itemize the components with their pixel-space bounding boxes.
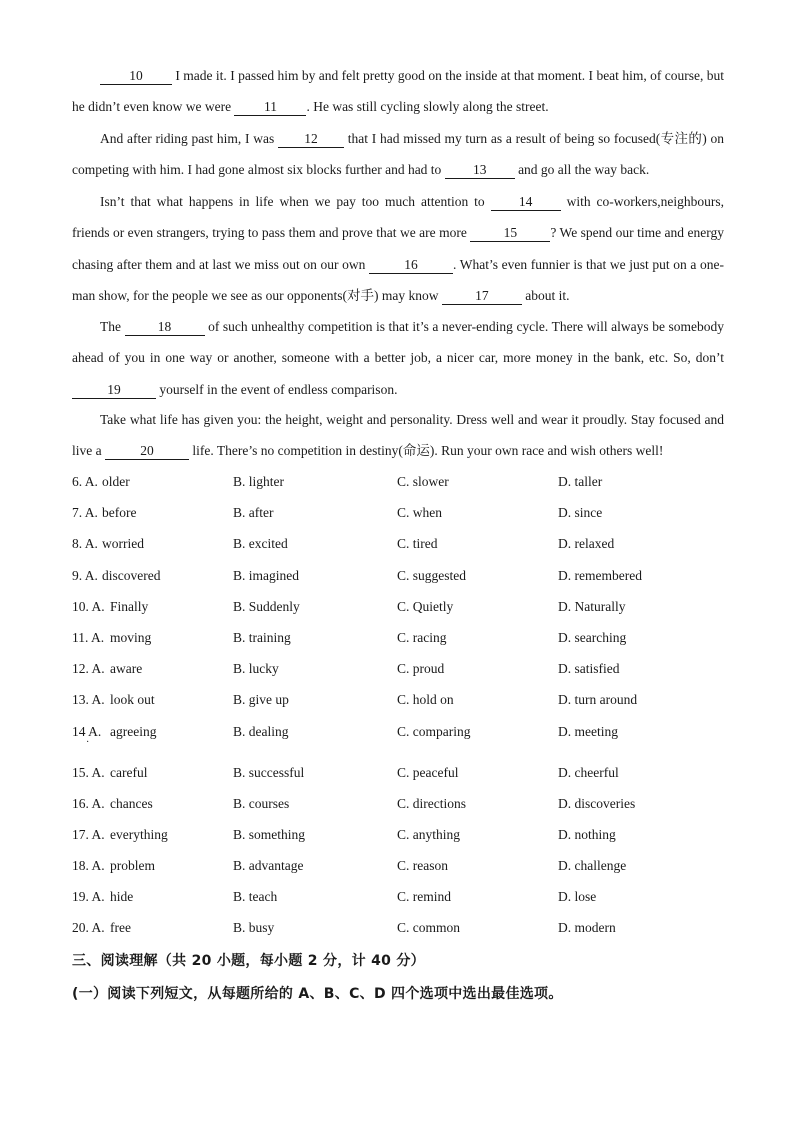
question-number: 17. A. — [72, 826, 105, 842]
question-number: 13. A. — [72, 692, 105, 708]
option-d: D. nothing — [558, 826, 616, 842]
option-d: D. relaxed — [558, 536, 615, 552]
question-number: 6. A. — [72, 474, 98, 489]
question-number: 19. A. — [72, 889, 105, 905]
option-c: C. when — [397, 505, 442, 521]
option-b: B. imagined — [233, 567, 299, 583]
passage-text: And after riding past him, I was — [100, 131, 279, 146]
option-a: worried — [102, 536, 144, 552]
option-d: D. Naturally — [558, 598, 626, 614]
option-b: B. teach — [233, 889, 278, 905]
option-d: D. remembered — [558, 567, 642, 583]
option-a: everything — [110, 826, 168, 842]
option-c: C. peaceful — [397, 764, 459, 780]
option-b: B. successful — [233, 764, 305, 780]
option-row-20 — [72, 912, 732, 943]
option-c: C. remind — [397, 889, 451, 905]
question-number: 16. A. — [72, 795, 105, 811]
option-b: B. lighter — [233, 474, 284, 489]
option-d: D. challenge — [558, 858, 627, 874]
blank-16: 16 — [369, 257, 453, 274]
option-a: older — [102, 474, 130, 489]
option-c: C. comparing — [397, 723, 471, 739]
option-row-19 — [72, 881, 732, 912]
option-d: D. since — [558, 505, 603, 521]
option-row-13 — [72, 684, 732, 715]
blank-11: 11 — [234, 99, 306, 116]
passage-text: and go all the way back. — [514, 162, 650, 178]
option-a: hide — [110, 889, 134, 905]
option-c: C. directions — [397, 795, 466, 811]
option-a: free — [110, 920, 131, 936]
blank-13: 13 — [445, 162, 515, 179]
option-d: D. cheerful — [558, 764, 619, 780]
option-c: C. proud — [397, 661, 445, 677]
option-row-8 — [72, 528, 732, 559]
option-a: Finally — [110, 598, 149, 614]
question-number: 12. A. — [72, 661, 105, 677]
option-row-15 — [72, 757, 732, 788]
passage-text: Take what life has given you: the height, weight and personality. Dress well and wear it proudly. Stay focused and live a — [72, 412, 724, 459]
passage-paragraph-3 — [72, 186, 724, 311]
option-c: C. slower — [397, 474, 449, 489]
options-list — [72, 466, 732, 944]
option-d: D. turn around — [558, 692, 638, 708]
option-d: D. meeting — [558, 723, 618, 739]
option-d: D. searching — [558, 629, 627, 645]
blank-20: 20 — [105, 443, 189, 460]
option-d: D. lose — [558, 889, 597, 905]
option-c: C. common — [397, 920, 460, 936]
section-subtitle: (一）阅读下列短文，从每题所给的 A、B、C、D 四个选项中选出最佳选项。 — [72, 986, 563, 1002]
option-c: C. Quietly — [397, 598, 454, 614]
passage-text: of such unhealthy competition is that it’s a never-ending cycle. There will always be somebody ahead of you in one way or another, someone with a better job, a nicer car, more money in the bank, etc. So, don’t — [72, 319, 724, 366]
passage-text: . What’s even funnier is that we just put on a one-man show, for the people we see as our opponents(对手) may know — [72, 256, 724, 303]
option-d: D. discoveries — [558, 795, 636, 811]
passage-paragraph-5 — [72, 404, 724, 467]
option-row-9 — [72, 560, 732, 591]
option-row-16 — [72, 788, 732, 819]
option-a: careful — [110, 764, 148, 780]
option-a: chances — [110, 795, 153, 811]
blank-14: 14 — [491, 194, 561, 211]
option-a: before — [102, 505, 137, 521]
option-b: B. something — [233, 826, 306, 842]
blank-12: 12 — [278, 131, 344, 148]
question-number: 18. A. — [72, 858, 105, 874]
option-c: C. tired — [397, 536, 438, 552]
option-c: C. reason — [397, 858, 448, 874]
passage-paragraph-1 — [72, 60, 724, 123]
passage-text: Isn’t that what happens in life when we pay too much attention to — [100, 194, 491, 209]
question-number: 20. A. — [72, 920, 105, 936]
blank-17: 17 — [442, 288, 522, 305]
passage-text: about it. — [521, 287, 570, 303]
option-row-18 — [72, 850, 732, 881]
option-row-17 — [72, 819, 732, 850]
blank-10: 10 — [100, 68, 172, 85]
passage-text: ? We spend our time and energy chasing after them and at last we miss out on our own — [72, 225, 724, 272]
section-title: 三、阅读理解（共 20 小题，每小题 2 分，计 40 分） — [72, 953, 425, 969]
passage-text: with co-workers,neighbours, friends or even strangers, trying to pass them and prove that we are more — [72, 194, 725, 241]
question-number: 8. A. — [72, 536, 98, 552]
passage-text: . He was still cycling slowly along the street. — [306, 99, 549, 115]
option-b: B. after — [233, 505, 274, 521]
option-a: agreeing — [110, 723, 157, 739]
option-b: B. busy — [233, 920, 275, 936]
option-row-7 — [72, 497, 732, 528]
option-b: B. dealing — [233, 723, 289, 739]
stray-dot: · — [86, 736, 90, 748]
option-b: B. courses — [233, 795, 290, 811]
option-row-6 — [72, 466, 732, 497]
option-a: discovered — [102, 567, 161, 583]
option-c: C. racing — [397, 629, 447, 645]
option-a: aware — [110, 661, 143, 677]
option-d: D. satisfied — [558, 661, 620, 677]
option-b: B. give up — [233, 692, 289, 708]
passage-paragraph-2 — [72, 123, 724, 186]
option-b: B. Suddenly — [233, 598, 300, 614]
passage-text: The — [100, 319, 125, 334]
option-row-14 — [72, 716, 732, 757]
option-b: B. lucky — [233, 661, 279, 677]
question-number: 10. A. — [72, 598, 105, 614]
option-b: B. excited — [233, 536, 288, 552]
passage-text: I made it. I passed him by and felt pretty good on the inside at that moment. I beat him, of course, but he didn’t even know we were — [72, 68, 724, 115]
option-a: moving — [110, 629, 152, 645]
option-d: D. taller — [558, 474, 603, 489]
blank-15: 15 — [470, 225, 550, 242]
blank-18: 18 — [125, 319, 205, 336]
question-number: 9. A. — [72, 567, 98, 583]
option-b: B. advantage — [233, 858, 304, 874]
question-number: 14 A. — [72, 723, 102, 739]
option-d: D. modern — [558, 920, 616, 936]
question-number: 11. A. — [72, 629, 105, 645]
passage-text: life. There’s no competition in destiny(命运). Run your own race and wish others well! — [189, 443, 664, 459]
question-number: 15. A. — [72, 764, 105, 780]
option-c: C. hold on — [397, 692, 454, 708]
blank-19: 19 — [72, 382, 156, 399]
option-c: C. suggested — [397, 567, 466, 583]
option-c: C. anything — [397, 826, 460, 842]
option-row-10 — [72, 591, 732, 622]
option-a: problem — [110, 858, 155, 874]
option-row-12 — [72, 653, 732, 684]
passage-text: that I had missed my turn as a result of being so focused(专注的) on competing with him. I had gone almost six blocks further and had to — [72, 131, 724, 178]
passage-paragraph-4 — [72, 311, 724, 405]
option-b: B. training — [233, 629, 291, 645]
option-row-11 — [72, 622, 732, 653]
passage-text: yourself in the event of endless comparison. — [156, 381, 398, 397]
option-a: look out — [110, 692, 155, 708]
question-number: 7. A. — [72, 505, 98, 521]
